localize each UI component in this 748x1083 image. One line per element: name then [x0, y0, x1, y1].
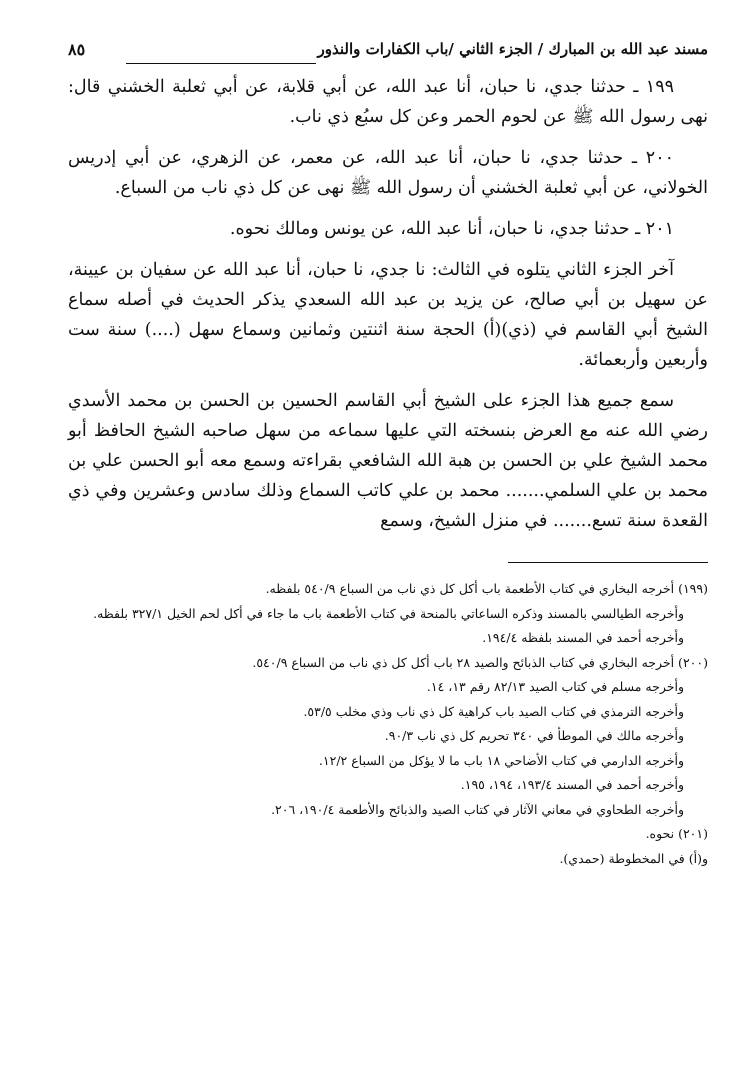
footnote-line: وأخرجه أحمد في المسند بلفظه ١٩٤/٤. [482, 630, 684, 645]
footnote-line: وأخرجه الترمذي في كتاب الصيد باب كراهية كل ذي ناب وذي مخلب ٥٣/٥. [303, 703, 684, 719]
footnote-divider [508, 562, 708, 563]
footnote-200: (٢٠٠) أخرجه البخاري في كتاب الذبائح والصيد ٢٨ باب أكل كل ذي ناب من السباع ٥٤٠/٩. [252, 654, 708, 670]
footnote-line: وأخرجه الطحاوي في معاني الآثار في كتاب الصيد والذبائح والأطعمة ١٩٠/٤، ٢٠٦. [271, 801, 684, 817]
part-end-note: آخر الجزء الثاني يتلوه في الثالث: نا جدي، نا حبان، أنا عبد الله عن سفيان بن عيينة، عن سهيل بن أبي صالح، عن يزيد بن عبد الله السعدي يذكر الحديث في أصله سماع الشيخ أبي القاسم في (ذي)(أ) الحجة سنة اثنتين وثمانين وسماع سهل (....) سنة ست وأربعين وأربعمائة. [68, 260, 708, 370]
header-title: مسند عبد الله بن المبارك / الجزء الثاني /باب الكفارات والنذور [317, 40, 708, 58]
header-rule [126, 63, 316, 64]
audition-note: سمع جميع هذا الجزء على الشيخ أبي القاسم الحسين بن الحسن بن محمد الأسدي رضي الله عنه مع العرض بنسخته التي عليها سماعه من سهل صاحبه الشيخ الحافظ أبو محمد الشيخ علي بن الحسن بن هبة الله الشافعي بقراءته وسمع معه أبو الحسن علي بن محمد بن علي السلمي....... محمد بن علي كاتب السماع وذلك سادس وعشرين وفي ذي القعدة سنة تسع....... في منزل الشيخ، وسمع [68, 391, 708, 531]
footnotes [68, 577, 708, 871]
footnote-199: (١٩٩) أخرجه البخاري في كتاب الأطعمة باب أكل كل ذي ناب من السباع ٥٤٠/٩ بلفظه. [265, 581, 708, 596]
footnote-line: وأخرجه مالك في الموطأ في ٣٤٠ تحريم كل ذي ناب ٩٠/٣. [384, 728, 684, 743]
main-text [68, 72, 708, 536]
hadith-199: ١٩٩ ـ حدثنا جدي، نا حبان، أنا عبد الله، عن أبي قلابة، عن أبي ثعلبة الخشني قال: نهى رسول الله ﷺ عن لحوم الحمر وعن كل سبُع ذي ناب. [68, 77, 708, 127]
footnote-line: وأخرجه الدارمي في كتاب الأضاحي ١٨ باب ما لا يؤكل من السباع ١٢/٢. [318, 752, 684, 768]
footnote-line: وأخرجه مسلم في كتاب الصيد ٨٢/١٣ رقم ١٣، ١٤. [426, 679, 684, 694]
hadith-201: ٢٠١ ـ حدثنا جدي، نا حبان، أنا عبد الله، عن يونس ومالك نحوه. [229, 219, 674, 239]
page [68, 40, 708, 871]
running-header [68, 40, 708, 72]
footnote-line: وأخرجه الطيالسي بالمسند وذكره الساعاتي بالمنحة في كتاب الأطعمة باب ما جاء في أكل لحم الخيل ٣٢٧/١ بلفظه. [93, 605, 684, 621]
footnote-201: (٢٠١) نحوه. [645, 826, 708, 841]
footnote-a: و(أ) في المخطوطة (حمدي). [559, 850, 708, 866]
hadith-200: ٢٠٠ ـ حدثنا جدي، نا حبان، أنا عبد الله، عن معمر، عن الزهري، عن أبي إدريس الخولاني، عن أبي ثعلبة الخشني أن رسول الله ﷺ نهى عن كل ذي ناب من السباع. [68, 148, 708, 198]
page-number: ٨٥ [68, 40, 86, 59]
footnote-line: وأخرجه أحمد في المسند ١٩٣/٤، ١٩٤، ١٩٥. [460, 777, 684, 792]
